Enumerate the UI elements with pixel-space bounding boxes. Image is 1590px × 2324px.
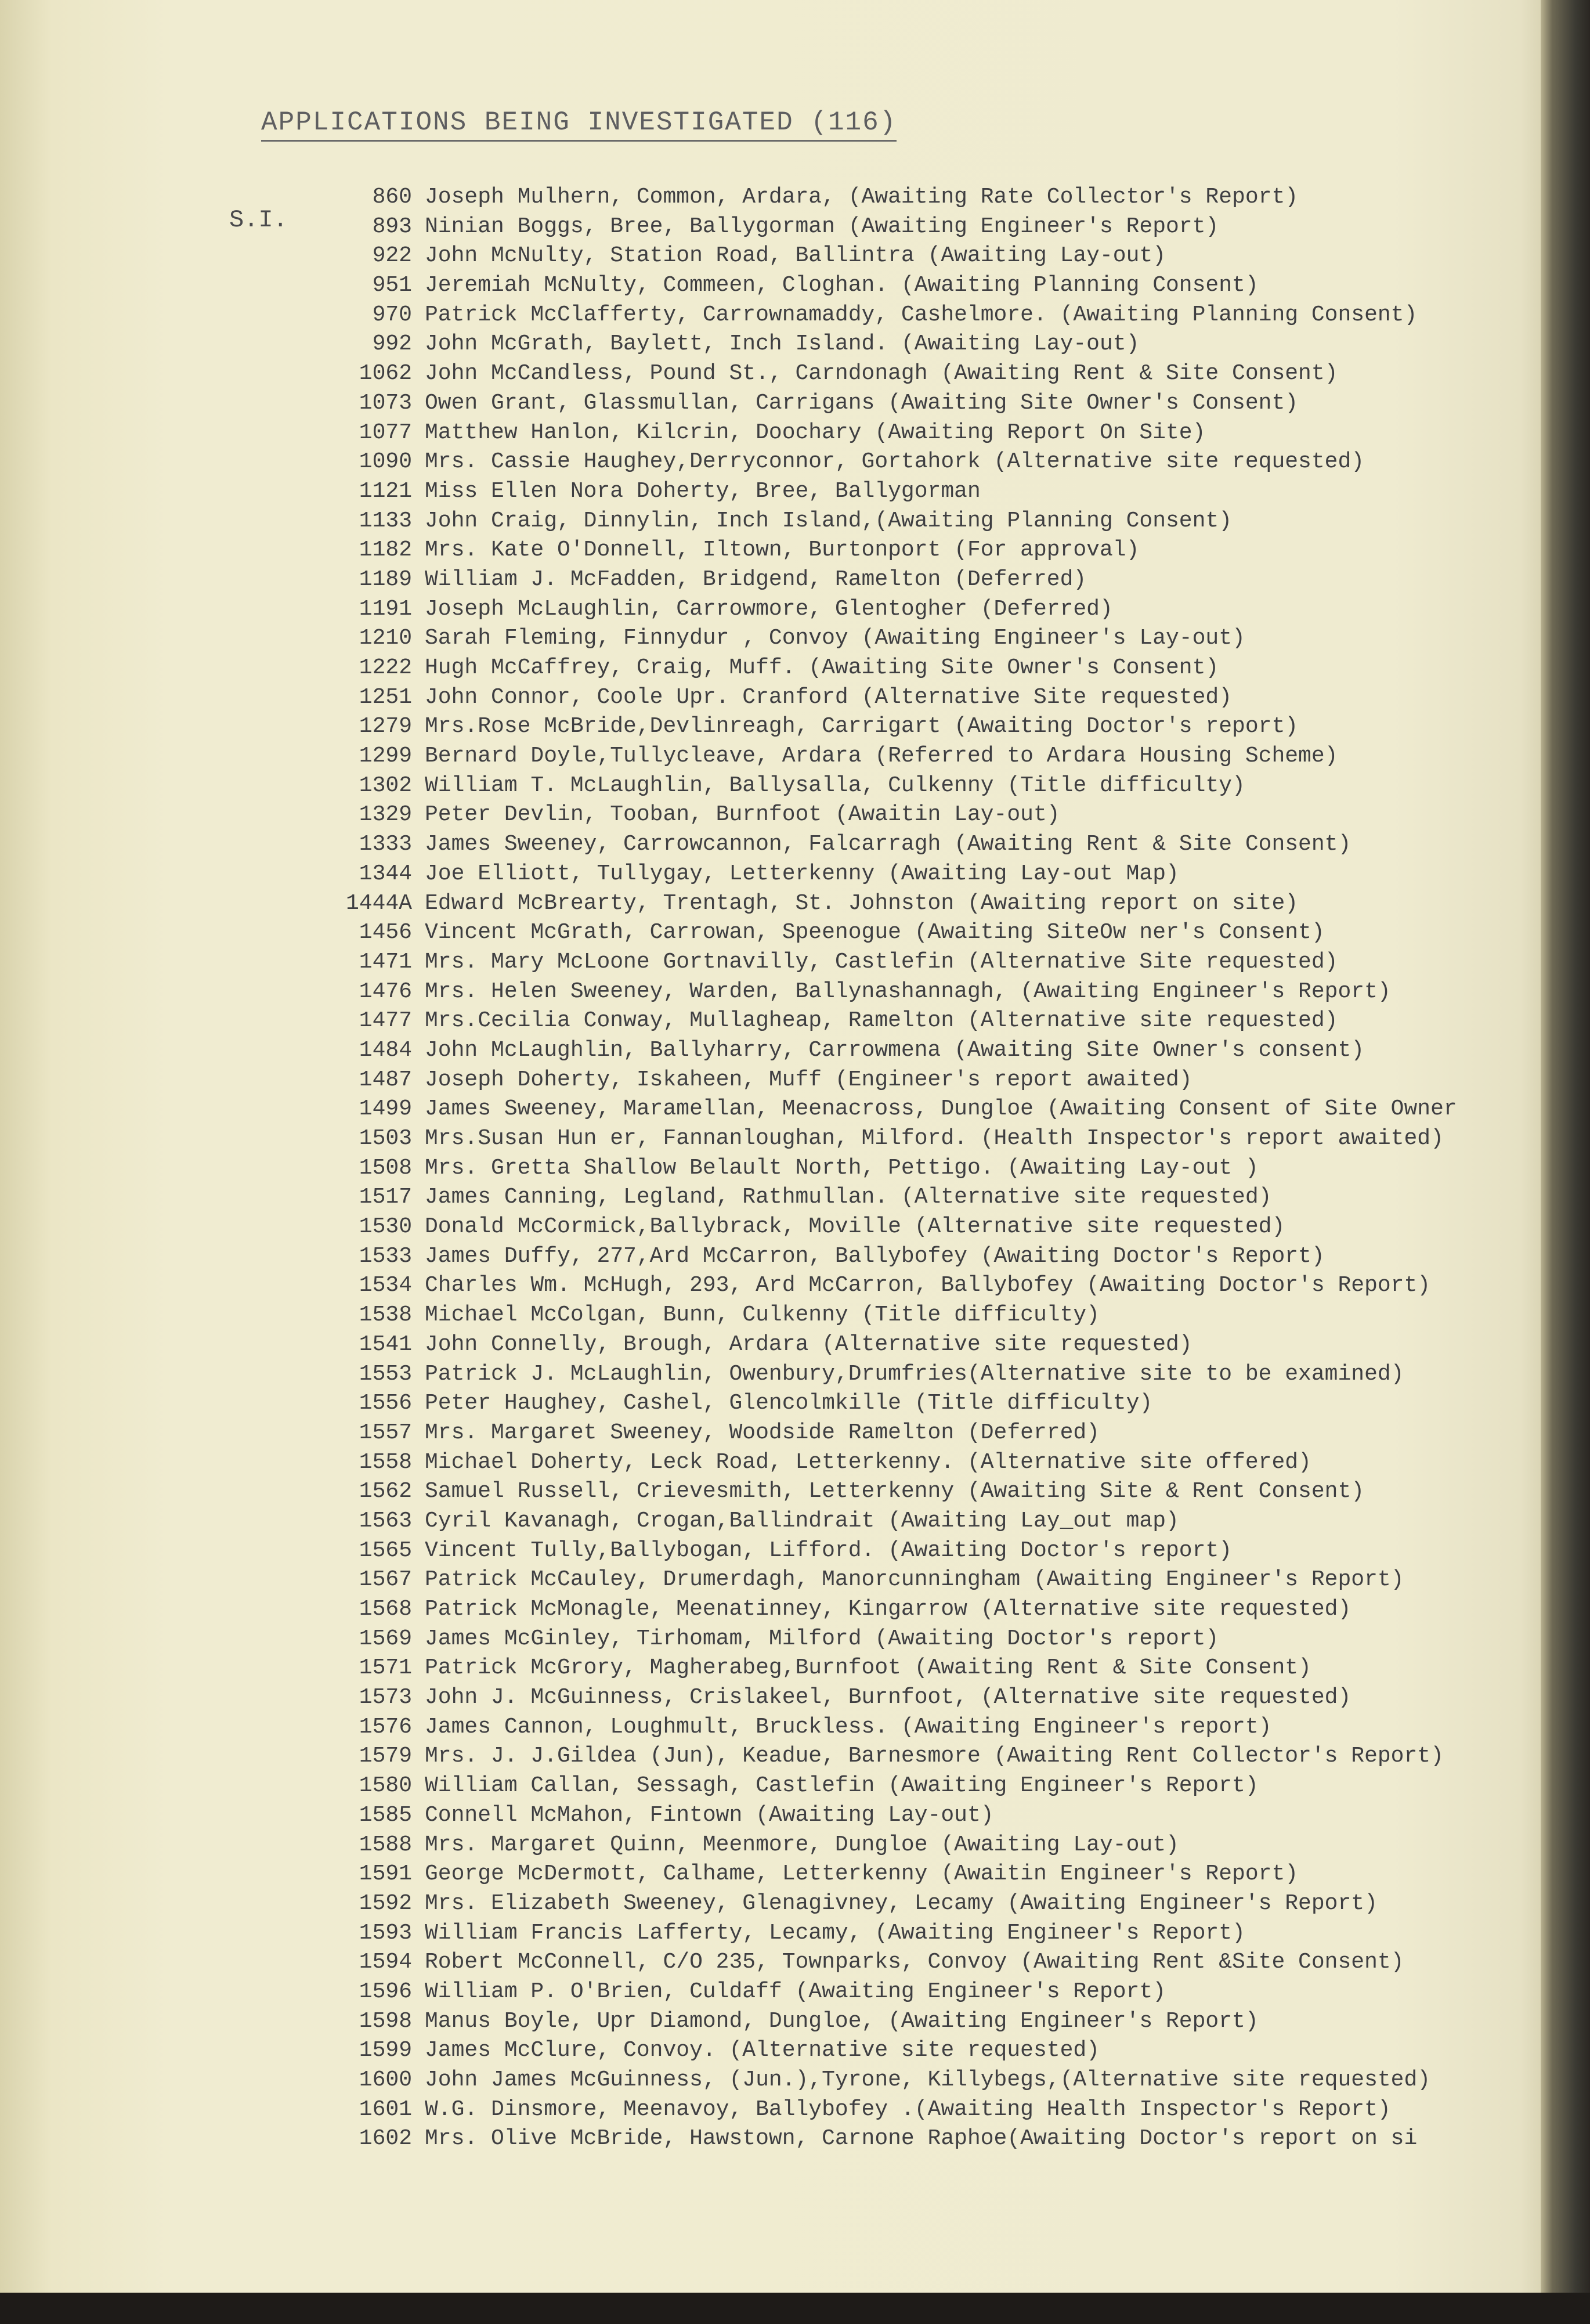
application-number: 1594 [359, 1950, 412, 1975]
list-item [325, 685, 1549, 714]
list-item [325, 744, 1549, 773]
list-item [325, 626, 1549, 655]
application-number: 1182 [359, 537, 412, 563]
application-number: 1558 [359, 1449, 412, 1475]
application-number: 1073 [359, 390, 412, 416]
application-details: Mrs. Margaret Quinn, Meenmore, Dungloe (Awaiting Lay-out) [425, 1832, 1179, 1857]
application-details: Connell McMahon, Fintown (Awaiting Lay-out) [425, 1802, 994, 1828]
application-number: 1533 [359, 1243, 412, 1269]
application-number: 1588 [359, 1832, 412, 1857]
application-details: Cyril Kavanagh, Crogan,Ballindrait (Awaiting Lay_out map) [425, 1508, 1179, 1533]
application-number: 1596 [359, 1979, 412, 2004]
list-item [325, 479, 1549, 508]
list-item [325, 1832, 1549, 1862]
application-details: Peter Haughey, Cashel, Glencolmkille (Title difficulty) [425, 1391, 1153, 1416]
list-item [325, 1744, 1549, 1773]
application-number: 1508 [359, 1155, 412, 1181]
list-item [325, 920, 1549, 950]
list-item [325, 1597, 1549, 1626]
list-item [325, 832, 1549, 861]
application-number: 1279 [359, 714, 412, 739]
list-item [325, 1391, 1549, 1420]
list-item [325, 420, 1549, 450]
list-item [325, 773, 1549, 803]
application-details: Peter Devlin, Tooban, Burnfoot (Awaitin Lay-out) [425, 802, 1060, 828]
application-details: Miss Ellen Nora Doherty, Bree, Ballygorman [425, 478, 981, 504]
application-number: 1591 [359, 1861, 412, 1887]
page-bottom-shadow [0, 2293, 1590, 2324]
application-number: 1599 [359, 2038, 412, 2063]
application-details: Sarah Fleming, Finnydur , Convoy (Awaiting Engineer's Lay-out) [425, 626, 1245, 651]
list-item [325, 331, 1549, 361]
list-item [325, 979, 1549, 1009]
application-details: John McLaughlin, Ballyharry, Carrowmena (Awaiting Site Owner's consent) [425, 1037, 1365, 1063]
page-title: APPLICATIONS BEING INVESTIGATED (116) [261, 107, 897, 142]
application-number: 922 [372, 243, 412, 269]
application-number: 1600 [359, 2067, 412, 2092]
application-details: Mrs. Cassie Haughey,Derryconnor, Gortahork (Alternative site requested) [425, 449, 1365, 475]
application-details: Jeremiah McNulty, Commeen, Cloghan. (Awaiting Planning Consent) [425, 273, 1259, 298]
application-details: John James McGuinness, (Jun.),Tyrone, Killybegs,(Alternative site requested) [425, 2067, 1431, 2092]
application-number: 1557 [359, 1420, 412, 1445]
application-details: James Duffy, 277,Ard McCarron, Ballybofey (Awaiting Doctor's Report) [425, 1243, 1325, 1269]
application-details: James Sweeney, Carrowcannon, Falcarragh (Awaiting Rent & Site Consent) [425, 832, 1352, 857]
application-details: Robert McConnell, C/O 235, Townparks, Convoy (Awaiting Rent &Site Consent) [425, 1950, 1404, 1975]
application-number: 992 [372, 331, 412, 357]
application-number: 1299 [359, 744, 412, 769]
list-item [325, 1509, 1549, 1538]
list-item [325, 2126, 1549, 2156]
application-number: 1477 [359, 1008, 412, 1034]
application-number: 1541 [359, 1331, 412, 1357]
application-details: William J. McFadden, Bridgend, Ramelton (Deferred) [425, 566, 1087, 592]
list-item [325, 1626, 1549, 1656]
list-item [325, 1450, 1549, 1479]
application-details: Patrick McGrory, Magherabeg,Burnfoot (Awaiting Rent & Site Consent) [425, 1655, 1311, 1681]
application-number: 1329 [359, 802, 412, 828]
application-details: John McNulty, Station Road, Ballintra (Awaiting Lay-out) [425, 243, 1166, 269]
list-item [325, 185, 1549, 214]
list-item [325, 861, 1549, 891]
application-number: 1121 [359, 478, 412, 504]
applications-list [325, 185, 1549, 2156]
application-details: Mrs. Helen Sweeney, Warden, Ballynashannagh, (Awaiting Engineer's Report) [425, 979, 1391, 1004]
application-number: 1189 [359, 566, 412, 592]
application-details: Mrs. Gretta Shallow Belault North, Pettigo. (Awaiting Lay-out ) [425, 1155, 1259, 1181]
application-number: 1251 [359, 684, 412, 710]
list-item [325, 1362, 1549, 1391]
list-item [325, 1096, 1549, 1126]
list-item [325, 655, 1549, 685]
list-item [325, 1655, 1549, 1685]
list-item [325, 1126, 1549, 1156]
application-details: George McDermott, Calhame, Letterkenny (Awaitin Engineer's Report) [425, 1861, 1299, 1887]
application-number: 1598 [359, 2008, 412, 2034]
application-number: 1580 [359, 1773, 412, 1799]
application-number: 970 [372, 302, 412, 327]
application-number: 1571 [359, 1655, 412, 1681]
application-details: Charles Wm. McHugh, 293, Ard McCarron, Ballybofey (Awaiting Doctor's Report) [425, 1273, 1431, 1298]
application-number: 1592 [359, 1890, 412, 1916]
list-item [325, 2009, 1549, 2038]
application-details: W.G. Dinsmore, Meenavoy, Ballybofey .(Awaiting Health Inspector's Report) [425, 2096, 1391, 2122]
application-details: Mrs.Susan Hun er, Fannanloughan, Milford. (Health Inspector's report awaited) [425, 1126, 1444, 1151]
application-details: Michael Doherty, Leck Road, Letterkenny. (Alternative site offered) [425, 1449, 1311, 1475]
application-details: James Canning, Legland, Rathmullan. (Alternative site requested) [425, 1185, 1272, 1210]
list-item [325, 2097, 1549, 2127]
application-details: Patrick McClafferty, Carrownamaddy, Cashelmore. (Awaiting Planning Consent) [425, 302, 1418, 327]
application-number: 1333 [359, 832, 412, 857]
application-details: John Connelly, Brough, Ardara (Alternative site requested) [425, 1331, 1192, 1357]
application-details: Joseph Mulhern, Common, Ardara, (Awaiting Rate Collector's Report) [425, 185, 1299, 210]
list-item [325, 1273, 1549, 1302]
application-details: Edward McBrearty, Trentagh, St. Johnston (Awaiting report on site) [425, 890, 1299, 916]
application-details: Mrs.Cecilia Conway, Mullagheap, Ramelton (Alternative site requested) [425, 1008, 1338, 1034]
application-number: 1530 [359, 1214, 412, 1240]
application-details: Mrs. J. J.Gildea (Jun), Keadue, Barnesmore (Awaiting Rent Collector's Report) [425, 1744, 1444, 1769]
application-number: 893 [372, 214, 412, 239]
application-details: Owen Grant, Glassmullan, Carrigans (Awaiting Site Owner's Consent) [425, 390, 1299, 416]
application-number: 1569 [359, 1626, 412, 1651]
application-details: Manus Boyle, Upr Diamond, Dungloe, (Awaiting Engineer's Report) [425, 2008, 1259, 2034]
application-number: 1563 [359, 1508, 412, 1533]
application-number: 1567 [359, 1567, 412, 1593]
application-details: Mrs. Margaret Sweeney, Woodside Ramelton (Deferred) [425, 1420, 1100, 1445]
list-item [325, 1067, 1549, 1097]
application-number: 1593 [359, 1920, 412, 1946]
application-details: Ninian Boggs, Bree, Ballygorman (Awaiting Engineer's Report) [425, 214, 1219, 239]
application-details: Joseph McLaughlin, Carrowmore, Glentogher (Deferred) [425, 596, 1113, 622]
list-item [325, 1979, 1549, 2009]
list-item [325, 391, 1549, 420]
list-item [325, 1038, 1549, 1067]
application-details: Vincent Tully,Ballybogan, Lifford. (Awaiting Doctor's report) [425, 1538, 1233, 1563]
application-details: Michael McColgan, Bunn, Culkenny (Title difficulty) [425, 1302, 1100, 1328]
application-number: 1602 [359, 2126, 412, 2152]
book-gutter [1541, 0, 1590, 2324]
application-number: 860 [372, 185, 412, 210]
application-details: Mrs. Mary McLoone Gortnavilly, Castlefin (Alternative Site requested) [425, 949, 1338, 975]
application-details: John J. McGuinness, Crislakeel, Burnfoot, (Alternative site requested) [425, 1685, 1352, 1710]
application-number: 1562 [359, 1479, 412, 1504]
list-item [325, 1185, 1549, 1214]
application-details: Bernard Doyle,Tullycleave, Ardara (Referred to Ardara Housing Scheme) [425, 744, 1338, 769]
list-item [325, 243, 1549, 273]
application-details: Mrs. Elizabeth Sweeney, Glenagivney, Lecamy (Awaiting Engineer's Report) [425, 1890, 1378, 1916]
application-details: Joseph Doherty, Iskaheen, Muff (Engineer's report awaited) [425, 1067, 1192, 1092]
application-details: Patrick J. McLaughlin, Owenbury,Drumfries(Alternative site to be examined) [425, 1361, 1404, 1387]
application-number: 1471 [359, 949, 412, 975]
list-item [325, 1479, 1549, 1509]
application-number: 1556 [359, 1391, 412, 1416]
application-number: 1585 [359, 1802, 412, 1828]
application-number: 1538 [359, 1302, 412, 1328]
application-details: James Cannon, Loughmult, Bruckless. (Awaiting Engineer's report) [425, 1714, 1272, 1740]
application-details: Mrs.Rose McBride,Devlinreagh, Carrigart (Awaiting Doctor's report) [425, 714, 1299, 739]
application-number: 1487 [359, 1067, 412, 1092]
application-number: 1062 [359, 361, 412, 387]
application-details: Donald McCormick,Ballybrack, Moville (Alternative site requested) [425, 1214, 1285, 1240]
section-label: S.I. [229, 206, 288, 234]
list-item [325, 950, 1549, 979]
application-details: William Callan, Sessagh, Castlefin (Awaiting Engineer's Report) [425, 1773, 1259, 1799]
application-number: 1191 [359, 596, 412, 622]
application-number: 1553 [359, 1361, 412, 1387]
list-item [325, 537, 1549, 567]
application-number: 1534 [359, 1273, 412, 1298]
list-item [325, 1921, 1549, 1950]
list-item [325, 714, 1549, 744]
application-details: Matthew Hanlon, Kilcrin, Doochary (Awaiting Report On Site) [425, 420, 1206, 445]
application-number: 1476 [359, 979, 412, 1004]
application-details: William Francis Lafferty, Lecamy, (Awaiting Engineer's Report) [425, 1920, 1245, 1946]
application-number: 1517 [359, 1185, 412, 1210]
application-number: 1344 [359, 861, 412, 886]
application-number: 951 [372, 273, 412, 298]
application-number: 1210 [359, 626, 412, 651]
list-item [325, 567, 1549, 597]
application-number: 1222 [359, 655, 412, 680]
application-details: Mrs. Kate O'Donnell, Iltown, Burtonport (For approval) [425, 537, 1140, 563]
application-number: 1090 [359, 449, 412, 475]
application-details: James McClure, Convoy. (Alternative site requested) [425, 2038, 1100, 2063]
application-details: Hugh McCaffrey, Craig, Muff. (Awaiting Site Owner's Consent) [425, 655, 1219, 680]
list-item [325, 1685, 1549, 1715]
application-number: 1579 [359, 1744, 412, 1769]
application-details: William T. McLaughlin, Ballysalla, Culkenny (Title difficulty) [425, 773, 1245, 798]
list-item [325, 1302, 1549, 1332]
list-item [325, 597, 1549, 626]
application-number: 1568 [359, 1597, 412, 1622]
list-item [325, 1332, 1549, 1362]
application-details: John Connor, Coole Upr. Cranford (Alternative Site requested) [425, 684, 1233, 710]
application-details: Patrick McCauley, Drumerdagh, Manorcunningham (Awaiting Engineer's Report) [425, 1567, 1404, 1593]
list-item [325, 361, 1549, 391]
list-item [325, 273, 1549, 302]
list-item [325, 891, 1549, 921]
application-details: John McGrath, Baylett, Inch Island. (Awaiting Lay-out) [425, 331, 1140, 357]
application-details: Joe Elliott, Tullygay, Letterkenny (Awaiting Lay-out Map) [425, 861, 1179, 886]
application-details: James Sweeney, Maramellan, Meenacross, Dungloe (Awaiting Consent of Site Owner [425, 1096, 1457, 1122]
application-number: 1576 [359, 1714, 412, 1740]
list-item [325, 802, 1549, 832]
list-item [325, 1420, 1549, 1450]
list-item [325, 508, 1549, 538]
application-number: 1456 [359, 920, 412, 946]
list-item [325, 1244, 1549, 1273]
application-number: 1444A [345, 890, 412, 916]
list-item [325, 1567, 1549, 1597]
list-item [325, 449, 1549, 479]
list-item [325, 1538, 1549, 1568]
list-item [325, 2038, 1549, 2067]
list-item [325, 1891, 1549, 1921]
application-details: William P. O'Brien, Culdaff (Awaiting Engineer's Report) [425, 1979, 1166, 2004]
list-item [325, 1008, 1549, 1038]
application-number: 1302 [359, 773, 412, 798]
application-number: 1484 [359, 1037, 412, 1063]
application-details: John McCandless, Pound St., Carndonagh (Awaiting Rent & Site Consent) [425, 361, 1338, 387]
application-number: 1573 [359, 1685, 412, 1710]
list-item [325, 1803, 1549, 1832]
application-number: 1601 [359, 2096, 412, 2122]
application-details: Vincent McGrath, Carrowan, Speenogue (Awaiting SiteOw ner's Consent) [425, 920, 1325, 946]
application-details: Samuel Russell, Crievesmith, Letterkenny (Awaiting Site & Rent Consent) [425, 1479, 1365, 1504]
list-item [325, 1715, 1549, 1744]
application-number: 1565 [359, 1538, 412, 1563]
list-item [325, 1214, 1549, 1244]
application-details: Mrs. Olive McBride, Hawstown, Carnone Raphoe(Awaiting Doctor's report on si [425, 2126, 1418, 2152]
application-details: Patrick McMonagle, Meenatinney, Kingarrow (Alternative site requested) [425, 1597, 1352, 1622]
list-item [325, 2067, 1549, 2097]
list-item [325, 1950, 1549, 1979]
application-number: 1499 [359, 1096, 412, 1122]
list-item [325, 1773, 1549, 1803]
list-item [325, 302, 1549, 332]
application-number: 1133 [359, 508, 412, 533]
application-details: James McGinley, Tirhomam, Milford (Awaiting Doctor's report) [425, 1626, 1219, 1651]
list-item [325, 1861, 1549, 1891]
list-item [325, 1156, 1549, 1185]
application-number: 1503 [359, 1126, 412, 1151]
application-details: John Craig, Dinnylin, Inch Island,(Awaiting Planning Consent) [425, 508, 1233, 533]
application-number: 1077 [359, 420, 412, 445]
list-item [325, 214, 1549, 244]
